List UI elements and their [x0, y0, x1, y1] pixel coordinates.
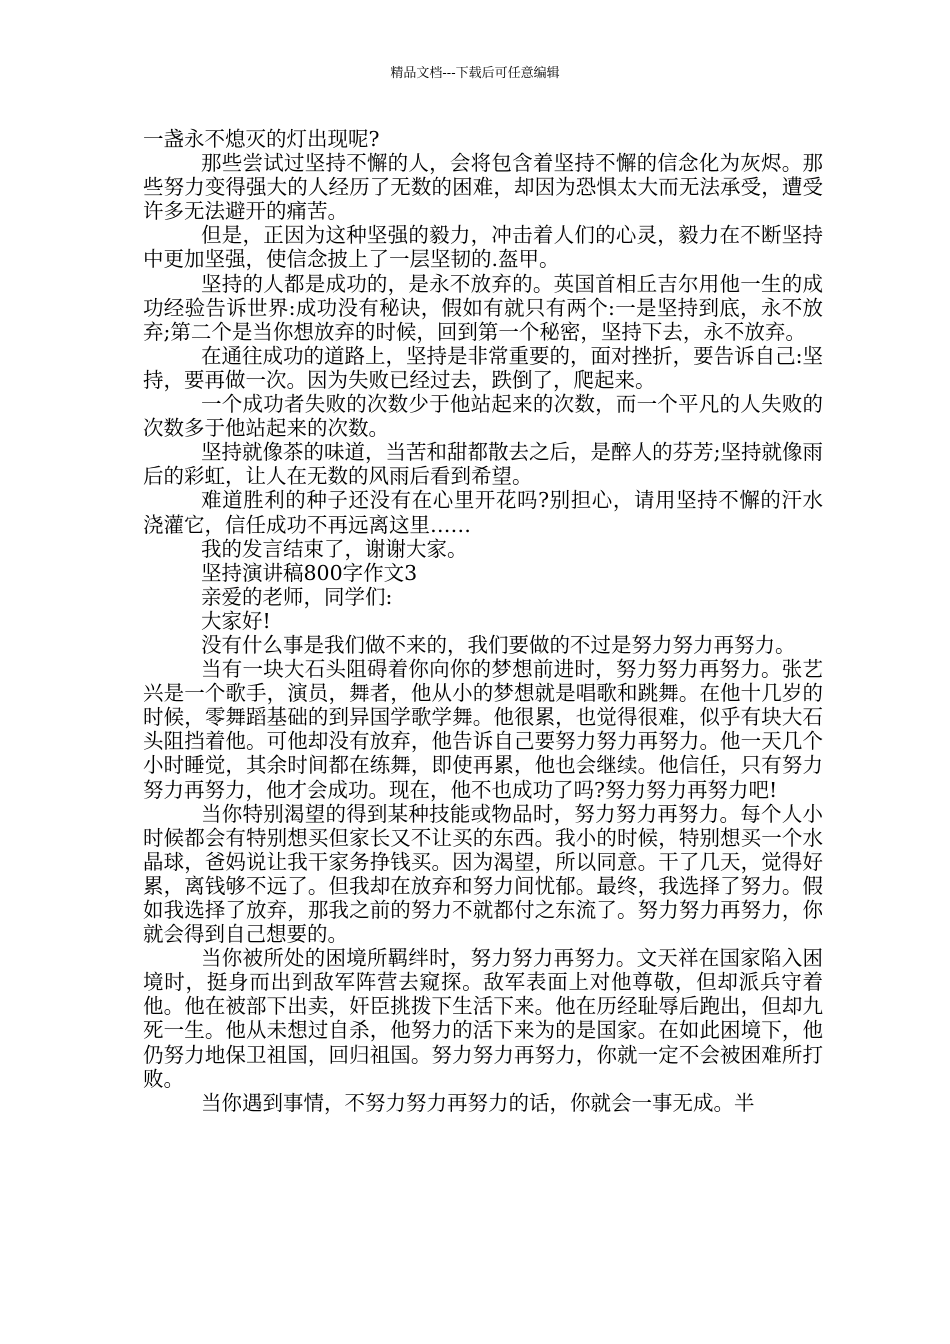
greeting: 大家好!	[201, 608, 271, 633]
paragraph: 坚持的人都是成功的，是永不放弃的。英国首相丘吉尔用他一生的成功经验告诉世界:成功没有秘诀，假如有就只有两个:一是坚持到底，永不放弃;第二个是当你想放弃的时候，回到第一个秘密，坚持下去，永不放弃。	[143, 271, 823, 344]
page-header: 精品文档---下载后可任意编辑	[390, 66, 560, 81]
paragraph: 一个成功者失败的次数少于他站起来的次数，而一个平凡的人失败的次数多于他站起来的次数。	[143, 392, 823, 441]
document-body	[143, 127, 823, 1115]
paragraph: 我的发言结束了，谢谢大家。	[201, 536, 468, 561]
paragraph: 但是，正因为这种坚强的毅力，冲击着人们的心灵，毅力在不断坚持中更加坚强，使信念披上了一层坚韧的.盔甲。	[143, 223, 823, 272]
paragraph: 在通往成功的道路上，坚持是非常重要的，面对挫折，要告诉自己:坚持，要再做一次。因为失败已经过去，跌倒了，爬起来。	[143, 343, 823, 392]
paragraph: 当你被所处的困境所羁绊时，努力努力再努力。文天祥在国家陷入困境时，挺身而出到敌军阵营去窥探。敌军表面上对他尊敬，但却派兵守着他。他在被部下出卖，奸臣挑拨下生活下来。他在历经耻辱后跑出，但却九死一生。他从未想过自杀，他努力的活下来为的是国家。在如此困境下，他仍努力地保卫祖国，回归祖国。努力努力再努力，你就一定不会被困难所打败。	[143, 946, 823, 1091]
paragraph: 当有一块大石头阻碍着你向你的梦想前进时，努力努力再努力。张艺兴是一个歌手，演员，舞者，他从小的梦想就是唱歌和跳舞。在他十几岁的时候，零舞蹈基础的到异国学歌学舞。他很累，也觉得很难，似乎有块大石头阻挡着他。可他却没有放弃，他告诉自己要努力努力再努力。他一天几个小时睡觉，其余时间都在练舞，即使再累，他也会继续。他信任，只有努力努力再努力，他才会成功。现在，他不也成功了吗?努力努力再努力吧!	[143, 657, 823, 802]
paragraph: 难道胜利的种子还没有在心里开花吗?别担心，请用坚持不懈的汗水浇灌它，信任成功不再远离这里……	[143, 488, 823, 537]
paragraph: 坚持就像茶的味道，当苦和甜都散去之后，是醉人的芬芳;坚持就像雨后的彩虹，让人在无数的风雨后看到希望。	[143, 440, 823, 489]
salutation: 亲爱的老师，同学们:	[201, 584, 393, 609]
paragraph: 一盏永不熄灭的灯出现呢?	[143, 127, 380, 151]
section-title: 坚持演讲稿800字作文3	[201, 560, 418, 585]
paragraph: 当你特别渴望的得到某种技能或物品时，努力努力再努力。每个人小时候都会有特别想买但家长又不让买的东西。我小的时候，特别想买一个水晶球，爸妈说让我干家务挣钱买。因为渴望，所以同意。干了几天，觉得好累，离钱够不远了。但我却在放弃和努力间忧郁。最终，我选择了努力。假如我选择了放弃，那我之前的努力不就都付之东流了。努力努力再努力，你就会得到自己想要的。	[143, 801, 823, 947]
paragraph: 没有什么事是我们做不来的，我们要做的不过是努力努力再努力。	[201, 632, 796, 657]
paragraph: 当你遇到事情，不努力努力再努力的话，你就会一事无成。半	[201, 1090, 755, 1115]
paragraph: 那些尝试过坚持不懈的人，会将包含着坚持不懈的信念化为灰烬。那些努力变得强大的人经历了无数的困难，却因为恐惧太大而无法承受，遭受许多无法避开的痛苦。	[143, 151, 823, 224]
